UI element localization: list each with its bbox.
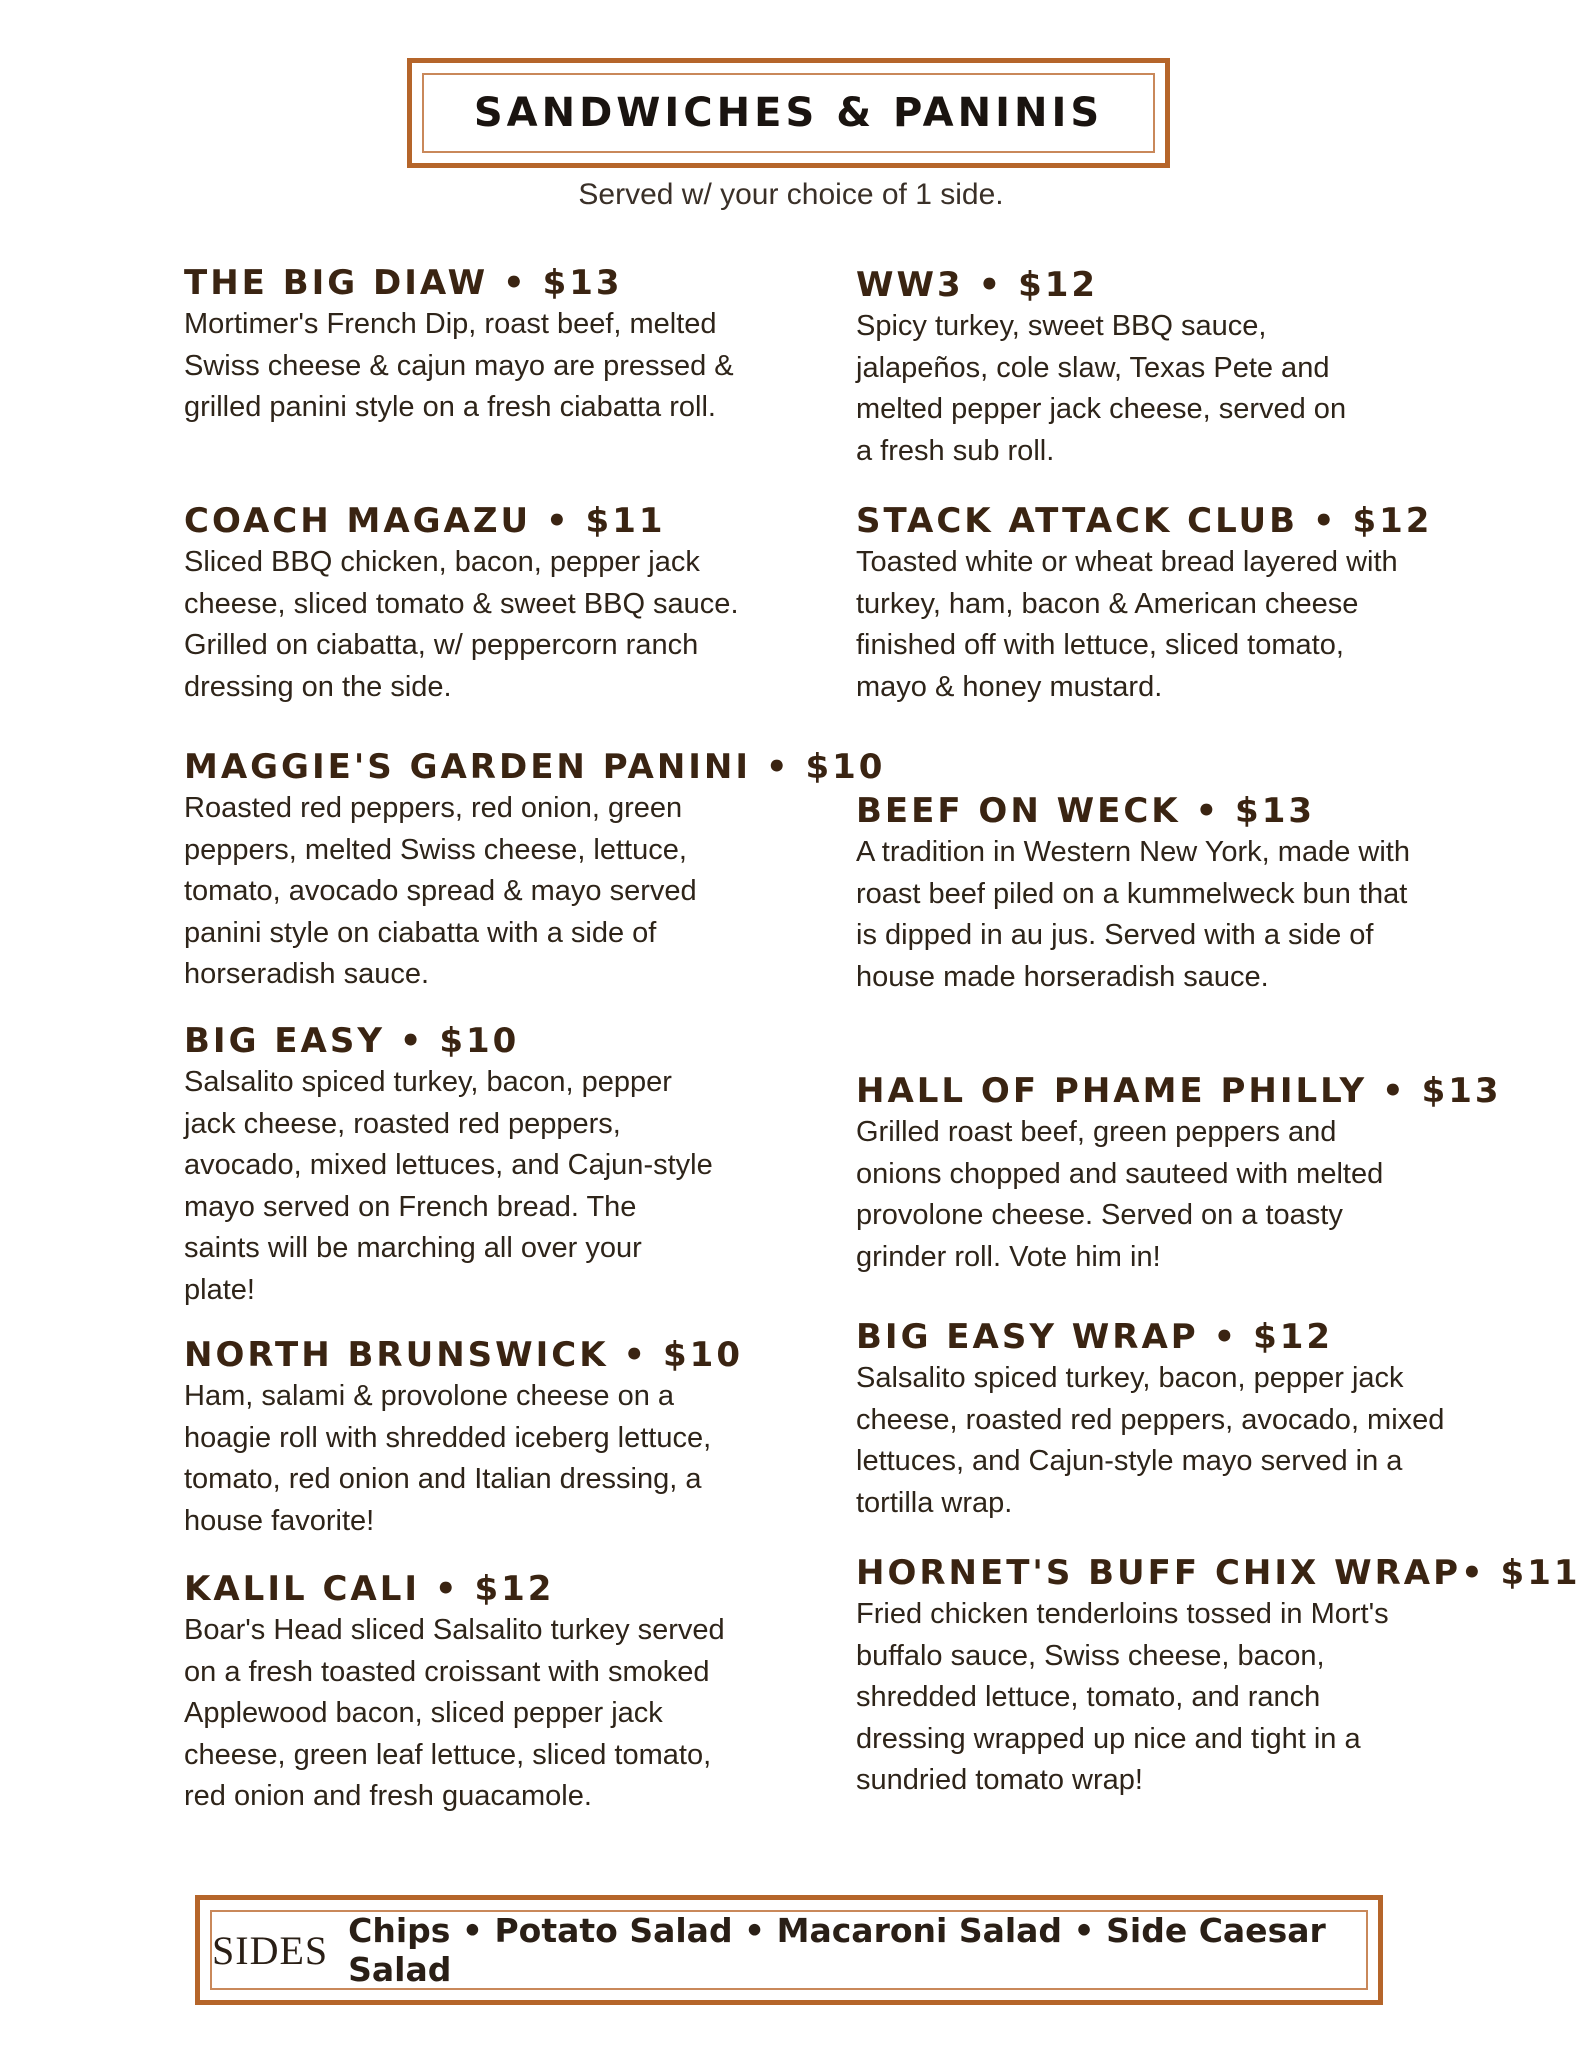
menu-item-beef-on-weck bbox=[856, 790, 1476, 998]
item-description: Grilled roast beef, green peppers and onions chopped and sauteed with melted provolone cheese. Served on a toasty grinder roll. Vote him in! bbox=[856, 1116, 1384, 1273]
item-name: BEEF ON WECK • $13 bbox=[856, 791, 1316, 831]
menu-item-big-easy-wrap bbox=[856, 1316, 1476, 1524]
menu-item-ww3 bbox=[856, 264, 1476, 472]
item-name: COACH MAGAZU • $11 bbox=[184, 501, 666, 541]
title-frame bbox=[407, 58, 1170, 168]
item-description: Salsalito spiced turkey, bacon, pepper jack cheese, roasted red peppers, avocado, mixed lettuces, and Cajun-style mayo served in a tortilla wrap. bbox=[856, 1362, 1445, 1519]
page-title: SANDWICHES & PANINIS bbox=[473, 90, 1104, 136]
item-description: Ham, salami & provolone cheese on a hoagie roll with shredded iceberg lettuce, tomato, red onion and Italian dressing, a house favorite! bbox=[184, 1380, 712, 1537]
item-name: WW3 • $12 bbox=[856, 265, 1099, 305]
item-name: NORTH BRUNSWICK • $10 bbox=[184, 1335, 743, 1375]
menu-item-big-easy bbox=[184, 1020, 794, 1311]
item-description: Mortimer's French Dip, roast beef, melted Swiss cheese & cajun mayo are pressed & grilled panini style on a fresh ciabatta roll. bbox=[184, 308, 734, 423]
menu-item-stack-attack-club bbox=[856, 500, 1476, 708]
sides-inner-frame bbox=[210, 1910, 1368, 1990]
sides-list: Chips • Potato Salad • Macaroni Salad • Side Caesar Salad bbox=[348, 1911, 1326, 1989]
item-name: BIG EASY • $10 bbox=[184, 1021, 520, 1061]
item-description: Salsalito spiced turkey, bacon, pepper jack cheese, roasted red peppers, avocado, mixed lettuces, and Cajun-style mayo served on French bread. The saints will be marching all over your plate! bbox=[184, 1066, 713, 1306]
item-name: KALIL CALI • $12 bbox=[184, 1569, 555, 1609]
item-name: STACK ATTACK CLUB • $12 bbox=[856, 501, 1433, 541]
menu-item-hornets-buff-chix-wrap bbox=[856, 1552, 1581, 1802]
item-name: HORNET'S BUFF CHIX WRAP• $11 bbox=[856, 1553, 1581, 1593]
menu-item-coach-magazu bbox=[184, 500, 794, 708]
item-name: HALL OF PHAME PHILLY • $13 bbox=[856, 1071, 1502, 1111]
menu-item-kalil-cali bbox=[184, 1568, 794, 1818]
sides-frame bbox=[195, 1895, 1383, 2005]
menu-item-the-big-diaw bbox=[184, 262, 794, 429]
menu-item-maggies-garden-panini bbox=[184, 746, 886, 996]
item-description: Toasted white or wheat bread layered with turkey, ham, bacon & American cheese finished off with lettuce, sliced tomato, mayo & honey mustard. bbox=[856, 546, 1398, 703]
item-description: A tradition in Western New York, made with roast beef piled on a kummelweck bun that is dipped in au jus. Served with a side of house made horseradish sauce. bbox=[856, 836, 1410, 993]
item-description: Sliced BBQ chicken, bacon, pepper jack cheese, sliced tomato & sweet BBQ sauce. Grilled on ciabatta, w/ peppercorn ranch dressing on the side. bbox=[184, 546, 739, 703]
menu-item-hall-of-phame-philly bbox=[856, 1070, 1502, 1278]
menu-item-north-brunswick bbox=[184, 1334, 794, 1542]
item-description: Fried chicken tenderloins tossed in Mort's buffalo sauce, Swiss cheese, bacon, shredded lettuce, tomato, and ranch dressing wrapped up nice and tight in a sundried tomato wrap! bbox=[856, 1598, 1389, 1796]
item-description: Spicy turkey, sweet BBQ sauce, jalapeños, cole slaw, Texas Pete and melted pepper jack cheese, served on a fresh sub roll. bbox=[856, 310, 1347, 467]
item-name: THE BIG DIAW • $13 bbox=[184, 263, 623, 303]
item-name: MAGGIE'S GARDEN PANINI • $10 bbox=[184, 747, 886, 787]
page-subtitle: Served w/ your choice of 1 side. bbox=[578, 178, 1004, 211]
item-description: Roasted red peppers, red onion, green peppers, melted Swiss cheese, lettuce, tomato, avocado spread & mayo served panini style on ciabatta with a side of horseradish sauce. bbox=[184, 792, 697, 990]
sides-label: SIDES bbox=[212, 1927, 329, 1973]
title-inner-frame bbox=[422, 73, 1155, 153]
item-name: BIG EASY WRAP • $12 bbox=[856, 1317, 1334, 1357]
item-description: Boar's Head sliced Salsalito turkey served on a fresh toasted croissant with smoked Applewood bacon, sliced pepper jack cheese, green leaf lettuce, sliced tomato, red onion and fresh guacamole. bbox=[184, 1614, 725, 1812]
